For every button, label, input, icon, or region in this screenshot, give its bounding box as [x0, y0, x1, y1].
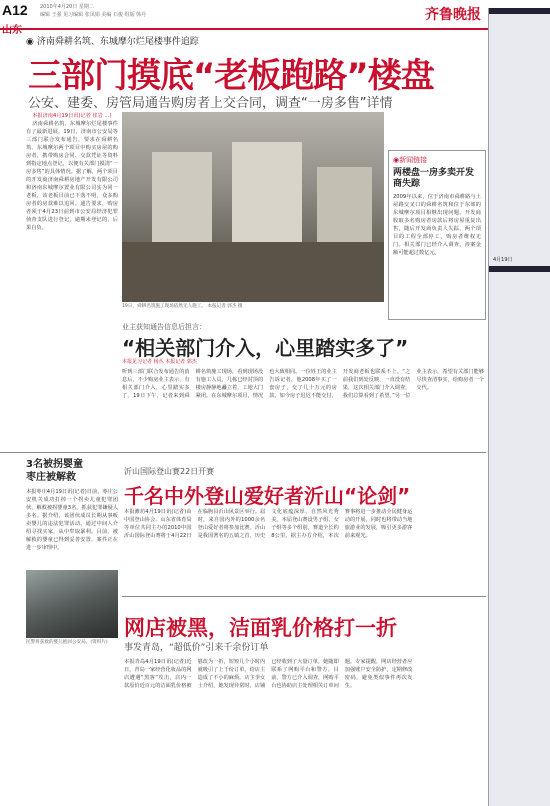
- section-tag: 山东: [2, 25, 22, 36]
- lead-photo: [122, 112, 384, 302]
- right-ticker-strip: [488, 8, 550, 806]
- mid-headline: “相关部门介入，心里踏实多了”: [122, 336, 409, 360]
- left-headline: 3名被拐婴童 枣庄被解救: [26, 459, 83, 483]
- mid-byline: 本报见习记者 杨丛 本报记者 郭杰: [122, 359, 197, 365]
- date-line: 2010年4月20日 星期二: [40, 4, 94, 10]
- lead-subhead: 公安、建委、房管局通告购房者上交合同，调查“一房多售”详情: [28, 96, 393, 111]
- lead-byline: 本报济南4月19日讯(记者 崔岩 ...): [32, 113, 112, 119]
- left-body: 本报枣庄4月19日讯(记者)日前，枣庄公安机关成功打掉一个拐卖儿童犯罪团伙，解救被拐婴童3名，抓获犯罪嫌疑人多名。据介绍，该团伙成员长期从事贩卖婴儿的违法犯罪活动，通过中间人介绍寻找买家，从中牟取暴利。目前，被解救的婴童已得到妥善安置，案件正在进一步审理中。: [26, 489, 118, 551]
- news-link-body: 2009年以来，位于济南市舜耕路与土屋路交叉口的舜耕名筑和位于东郊的东城摩尔项目相继出现问题，开发商收取多名购房者房款后将房屋重复出售，随后开发商负责人失踪，两个项目的工程全部停工，购房者维权无门。相关部门已经介入调查，涉案金额可能超过数亿元。: [393, 194, 481, 256]
- climb-headline: 千名中外登山爱好者沂山“论剑”: [124, 484, 411, 508]
- lead-body: [26, 112, 118, 452]
- shop-body: 本报青岛4月19日讯(记者)近日，青岛一家经营化妆品的网店遭遇“黑客”攻击，店内一款原价近百元的洁面乳价格被篡改为一折，短短几个小时内就吸引了上千份订单，给店主造成了不小的麻烦。店主李女士介绍，她发现异常时，店铺已经收到了大量订单，她随即联系了网购平台和警方。目前，警方已介入调查，网购平台也协助店主处理相关订单问题。专家提醒，网店经营者应加强账户安全防护，定期修改密码，避免类似事件再次发生。: [124, 659, 413, 689]
- lead-headline: 三部门摸底“老板跑路”楼盘: [28, 56, 434, 96]
- news-link-title: 两楼盘一房多卖开发商失踪: [393, 168, 475, 189]
- page-header: [0, 0, 550, 36]
- mid-kicker: 业主获知通告信息后担言：: [122, 323, 206, 331]
- page-number: A12: [2, 2, 28, 18]
- mid-body: 听到三部门联合发布通告的消息后，不少购房业主表示，有相关部门介入，心里踏实多了。19日下午，记者来到舜耕名筑施工现场，看到现场没有施工人员，几栋已经封顶的楼房静静地矗立着，工地大门紧闭。在东城摩尔项目，情况也大致相同。一位姓王的业主告诉记者，他2008年买了一套房子，交了几十万元的房款，如今房子迟迟不能交付，开发商老板也联系不上。“之前我们到处反映，一直没有结果，这次相关部门介入调查，我们总算看到了希望。”另一位业主表示，希望有关部门能够尽快查清事实，给购房者一个交代。: [122, 369, 484, 399]
- circle-bullet-icon: ◉: [393, 156, 400, 164]
- shop-headline: 网店被黑，洁面乳价格打一折: [124, 616, 397, 640]
- shop-subhead: 事发青岛，“超低价”引来千余份订单: [124, 643, 269, 653]
- news-link-box: ◉新闻链接 两楼盘一房多卖开发商失踪 2009年以来，位于济南市舜耕路与土屋路交叉口的舜耕名筑和位于东郊的东城摩尔项目相继出现问题，开发商收取多名购房者房款后将房屋重复出售，随后开发商负责人失踪，两个项目的工程全部停工，购房者维权无门。相关部门已经介入调查，涉案金额可能超过数亿元。: [388, 150, 486, 320]
- lead-body-text: 济南舜耕名筑、东城摩尔烂尾楼事件有了最新进展。19日，济南市公安局等三部门联合发布通告，要求在舜耕名筑、东城摩尔两个项目中购买房屋的购房者，携带购房合同、交款凭证等资料到指定地点登记，以便有关部门摸清“一房多售”的具体情况。据了解，两个项目的开发商济南舜耕房地产开发有限公司和济南东城摩尔置业有限公司实为同一老板，该老板目前已下落不明，众多购房者的房款难以追回。通告要求，购房者须于4月23日前到市公安局经济犯罪侦查支队进行登记，逾期未登记的，后果自负。: [26, 121, 118, 231]
- climb-body: 本报潍坊4月19日讯(记者)由中国登山协会、山东省体育局等单位共同主办的2010中国沂山国际登山赛将于4月22日在临朐县沂山风景区举行。届时，来自国内外的1000余名登山爱好者将参加比赛。沂山是我国著名的五镇之首，历史文化底蕴深厚，自然风光秀美。本届登山赛设男子组、女子组等多个组别，赛道全长约8公里。据主办方介绍，本次赛事将进一步推动全民健身运动的开展，同时也将带动当地旅游业的发展，吸引更多游客前来观光。: [124, 509, 413, 539]
- editors-line: 编辑 王强 见习编辑 张凤娟 美编 石俊 组版 韩丹: [40, 12, 147, 18]
- ticker-date: 4月19日: [493, 257, 513, 263]
- rescue-photo-caption: 民警将获救的婴儿抱回公安局。(资料片): [26, 640, 108, 645]
- circle-bullet-icon: ◉: [26, 37, 34, 47]
- lead-photo-caption: 19日，舜耕名筑施工现场依然无人施工。 本报记者 郭杰 摄: [122, 304, 243, 309]
- brand-logo: 齐鲁晚报: [425, 7, 481, 23]
- building-site-image: [122, 112, 384, 302]
- rescue-photo: [26, 570, 118, 638]
- ticker-bar: [489, 266, 550, 272]
- lead-kicker: ◉ 济南舜耕名筑、东城摩尔烂尾楼事件追踪: [26, 37, 199, 47]
- climb-kicker: 沂山国际登山赛22日开赛: [124, 467, 215, 476]
